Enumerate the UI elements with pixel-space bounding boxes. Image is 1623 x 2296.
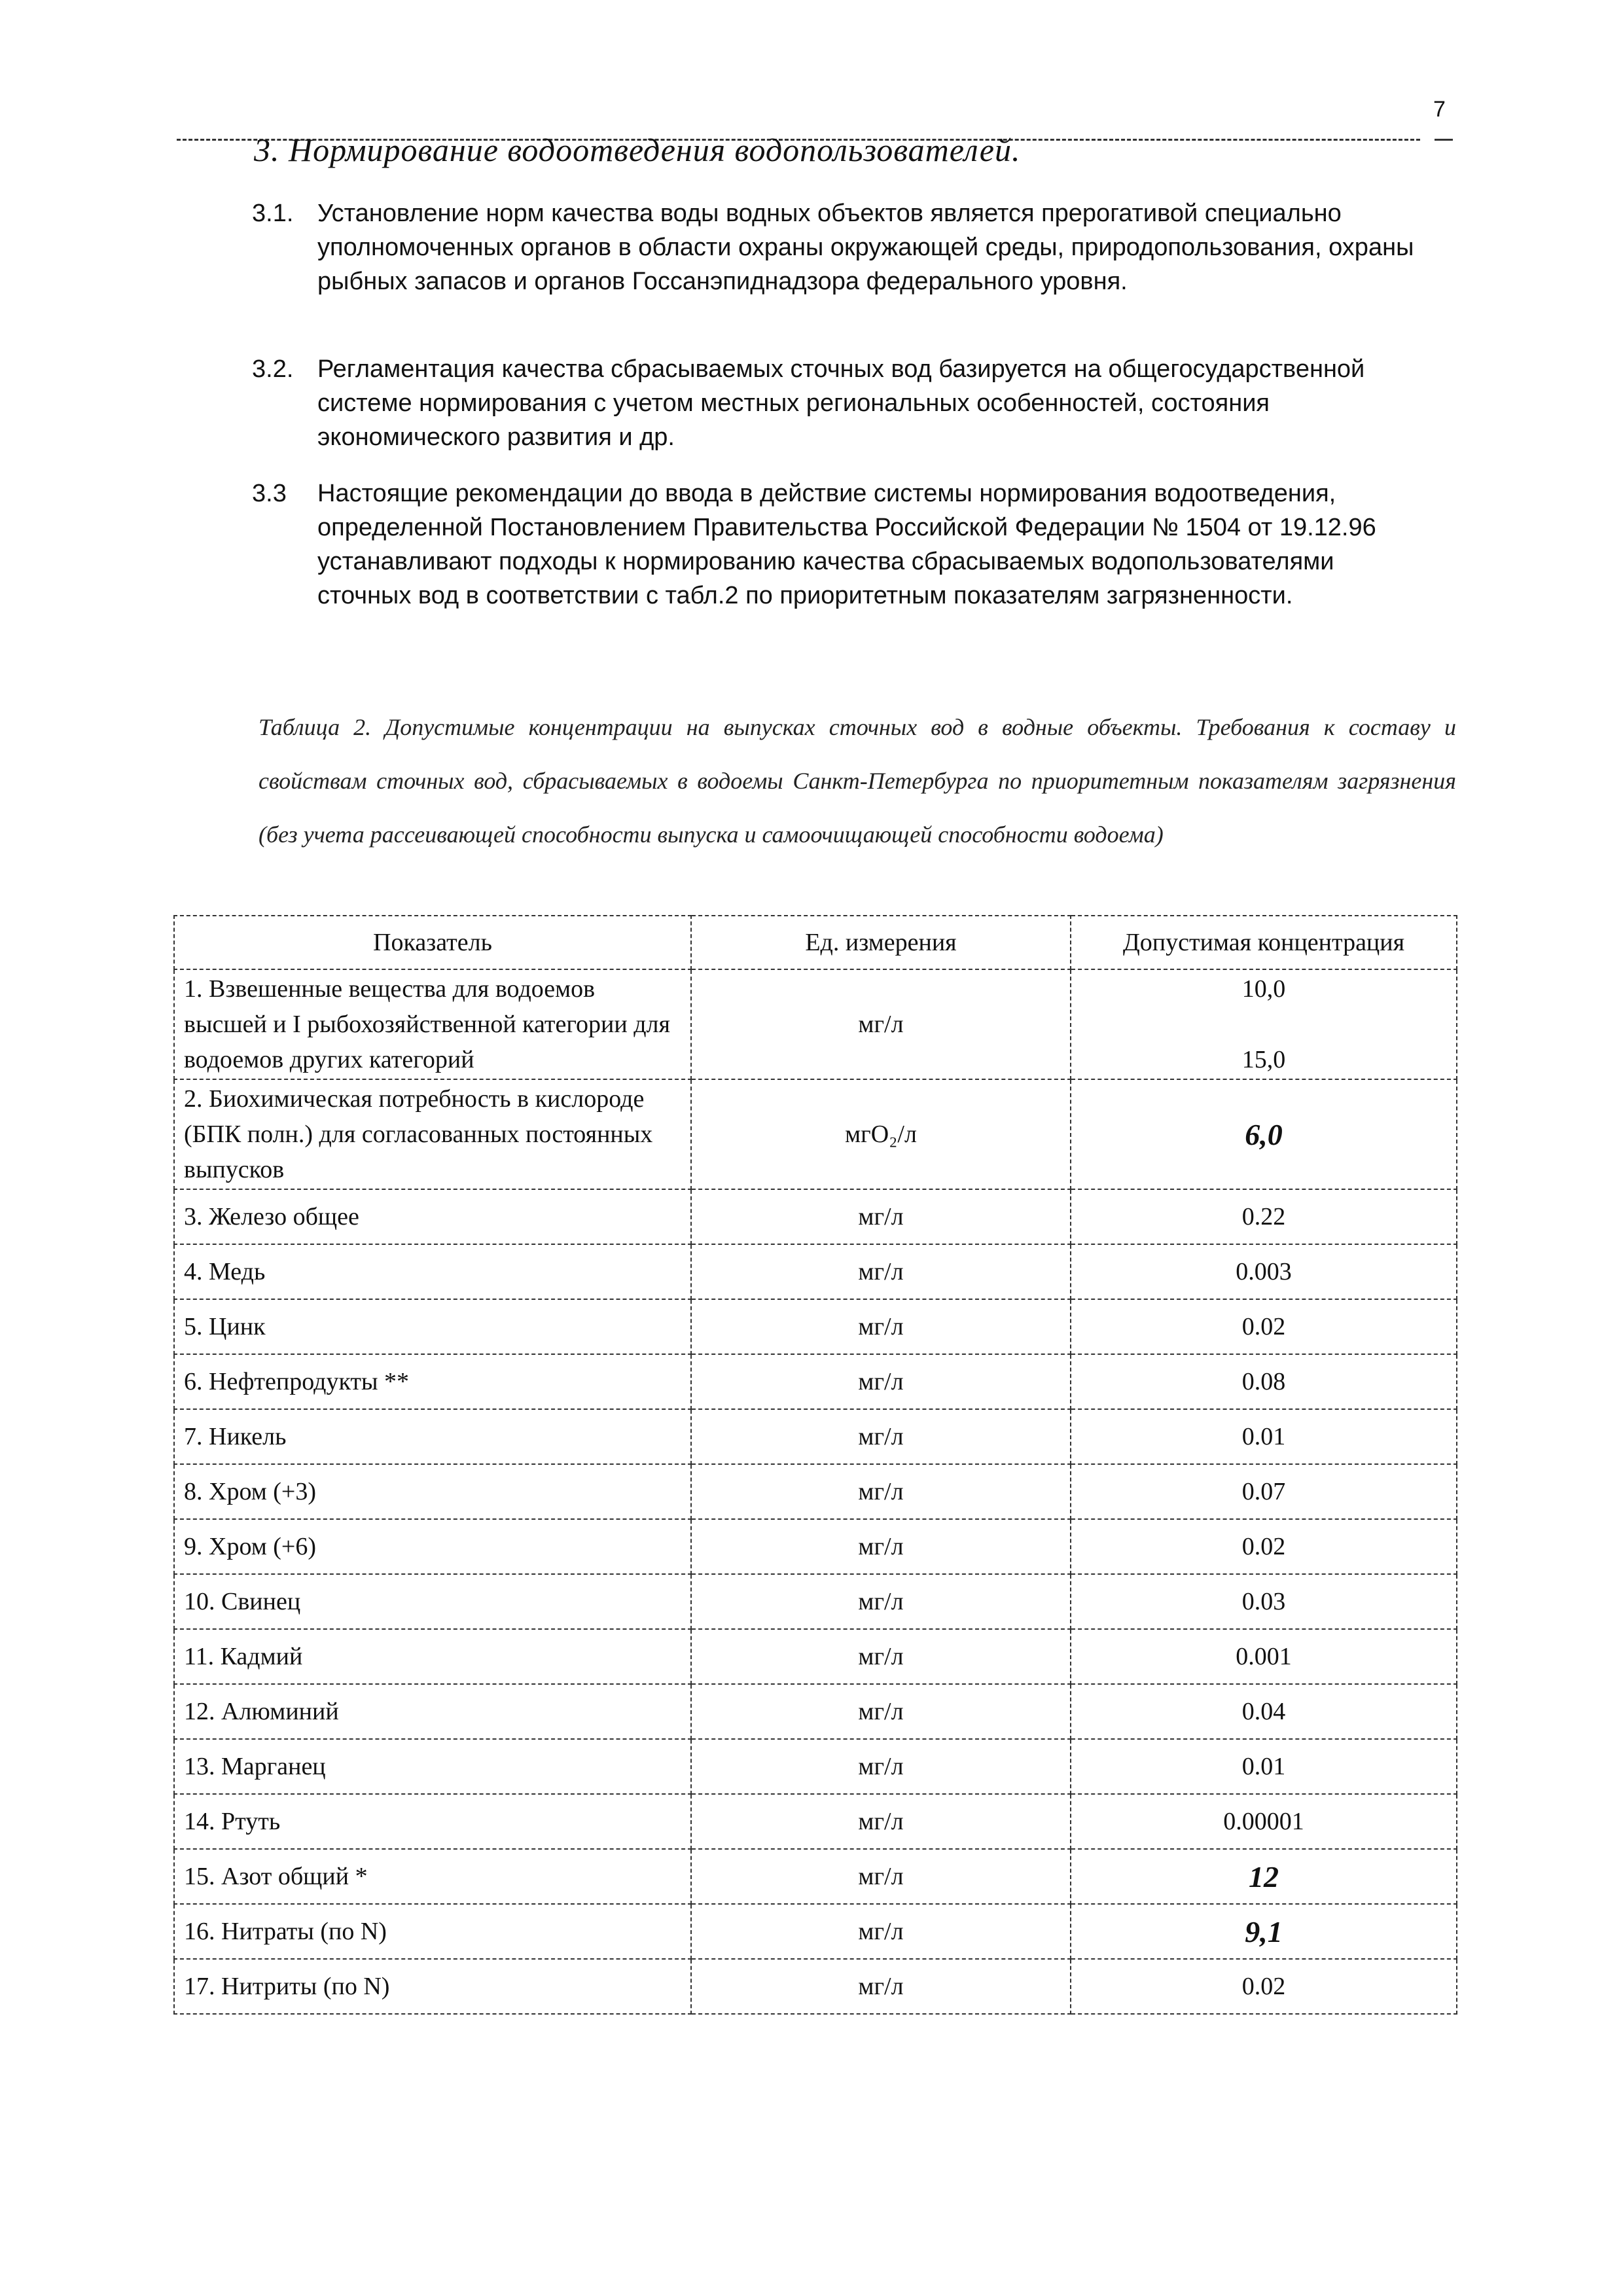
table-row	[174, 1849, 1457, 1904]
value-high-category: 10,0	[1241, 975, 1286, 1003]
row-indicator: 14. Ртуть	[174, 1794, 691, 1849]
table-header-row	[174, 916, 1457, 969]
row-unit: мг/л	[691, 1354, 1071, 1409]
row-indicator: 9. Хром (+6)	[174, 1519, 691, 1574]
row-value: 0.04	[1071, 1684, 1457, 1739]
row-indicator: 3. Железо общее	[174, 1189, 691, 1244]
row-unit: мг/л	[691, 1849, 1071, 1904]
table-row	[174, 1189, 1457, 1244]
row-value: 0.01	[1071, 1409, 1457, 1464]
table-row	[174, 1519, 1457, 1574]
table-row	[174, 1904, 1457, 1959]
table-row	[174, 1959, 1457, 2014]
row-value: 0.01	[1071, 1739, 1457, 1794]
table-row	[174, 1354, 1457, 1409]
row-value	[1071, 969, 1457, 1079]
row-indicator: 2. Биохимическая потребность в кислороде (БПК полн.) для согласованных постоянных выпусков	[174, 1079, 691, 1189]
row-value: 0.00001	[1071, 1794, 1457, 1849]
row-indicator: 8. Хром (+3)	[174, 1464, 691, 1519]
row-indicator: 1. Взвешенные вещества для водоемов высшей и I рыбохозяйственной категории для водоемов других категорий	[174, 969, 691, 1079]
table-row	[174, 1739, 1457, 1794]
row-unit: мг/л	[691, 1904, 1071, 1959]
table-row	[174, 969, 1457, 1079]
table-row	[174, 1244, 1457, 1299]
paragraph-3-3	[252, 476, 1430, 613]
row-unit: мг/л	[691, 1684, 1071, 1739]
table-row	[174, 1684, 1457, 1739]
handwritten-value: 6,0	[1245, 1117, 1283, 1151]
row-unit: мг/л	[691, 1519, 1071, 1574]
table-row	[174, 1629, 1457, 1684]
row-indicator: 13. Марганец	[174, 1739, 691, 1794]
page-number: 7	[1433, 97, 1446, 122]
row-unit: мг/л	[691, 1464, 1071, 1519]
row-indicator: 16. Нитраты (по N)	[174, 1904, 691, 1959]
table-row	[174, 1299, 1457, 1354]
row-unit: мг/л	[691, 1739, 1071, 1794]
row-indicator: 7. Никель	[174, 1409, 691, 1464]
paragraph-text: Настоящие рекомендации до ввода в действие системы нормирования водоотведения, определенной Постановлением Правительства Российской Федерации № 1504 от 19.12.96 устанавливают подходы к нормированию качества сбрасываемых водопользователями сточных вод в соответствии с табл.2 по приоритетным показателям загрязненности.	[317, 480, 1376, 609]
header-concentration: Допустимая концентрация	[1071, 916, 1457, 969]
paragraph-3-1	[252, 196, 1430, 298]
row-unit: мг/л	[691, 1629, 1071, 1684]
row-value: 12	[1071, 1849, 1457, 1904]
row-value: 0.02	[1071, 1519, 1457, 1574]
row-unit: мг/л	[691, 1189, 1071, 1244]
row-indicator: 11. Кадмий	[174, 1629, 691, 1684]
row-unit: мг/л	[691, 1794, 1071, 1849]
section-title: 3. Нормирование водоотведения водопользователей.	[254, 132, 1021, 168]
table-row	[174, 1574, 1457, 1629]
table-row	[174, 1794, 1457, 1849]
paragraph-text: Регламентация качества сбрасываемых сточных вод базируется на общегосударственной системе нормирования с учетом местных региональных особенностей, состояния экономического развития и др.	[317, 355, 1365, 451]
paragraph-text: Установление норм качества воды водных объектов является прерогативой специально уполномоченных органов в области охраны окружающей среды, природопользования, охраны рыбных запасов и органов Госсанэпиднадзора федерального уровня.	[317, 200, 1414, 295]
row-unit: мгO₂/л	[691, 1079, 1071, 1189]
row-value: 9,1	[1071, 1904, 1457, 1959]
table-caption: Таблица 2. Допустимые концентрации на выпусках сточных вод в водные объекты. Требования к составу и свойствам сточных вод, сбрасываемых в водоемы Санкт-Петербурга по приоритетным показателям загрязнения (без учета рассеивающей способности выпуска и самоочищающей способности водоема)	[259, 714, 1456, 848]
row-unit: мг/л	[691, 1574, 1071, 1629]
row-value: 0.22	[1071, 1189, 1457, 1244]
paragraph-number: 3.1.	[252, 200, 294, 227]
row-unit: мг/л	[691, 1959, 1071, 2014]
row-indicator: 17. Нитриты (по N)	[174, 1959, 691, 2014]
row-unit: мг/л	[691, 1409, 1071, 1464]
header-rule-tail	[1435, 139, 1453, 141]
row-indicator: 15. Азот общий *	[174, 1849, 691, 1904]
row-indicator: 6. Нефтепродукты **	[174, 1354, 691, 1409]
row-indicator: 5. Цинк	[174, 1299, 691, 1354]
concentration-table	[173, 915, 1457, 2015]
row-unit: мг/л	[691, 1299, 1071, 1354]
row-value: 0.001	[1071, 1629, 1457, 1684]
row-value: 0.03	[1071, 1574, 1457, 1629]
table-row	[174, 1464, 1457, 1519]
row-value: 0.02	[1071, 1299, 1457, 1354]
row-value: 0.02	[1071, 1959, 1457, 2014]
table-row	[174, 1409, 1457, 1464]
paragraph-3-2	[252, 352, 1430, 454]
value-other-category: 15,0	[1241, 1046, 1286, 1073]
table-row	[174, 1079, 1457, 1189]
row-indicator: 10. Свинец	[174, 1574, 691, 1629]
header-unit: Ед. измерения	[691, 916, 1071, 969]
row-indicator: 12. Алюминий	[174, 1684, 691, 1739]
row-value: 0.07	[1071, 1464, 1457, 1519]
row-value: 0.08	[1071, 1354, 1457, 1409]
row-unit: мг/л	[691, 969, 1071, 1079]
header-indicator: Показатель	[174, 916, 691, 969]
row-indicator: 4. Медь	[174, 1244, 691, 1299]
row-value: 0.003	[1071, 1244, 1457, 1299]
row-value	[1071, 1079, 1457, 1189]
row-unit: мг/л	[691, 1244, 1071, 1299]
paragraph-number: 3.2.	[252, 355, 294, 383]
paragraph-number: 3.3	[252, 480, 287, 507]
